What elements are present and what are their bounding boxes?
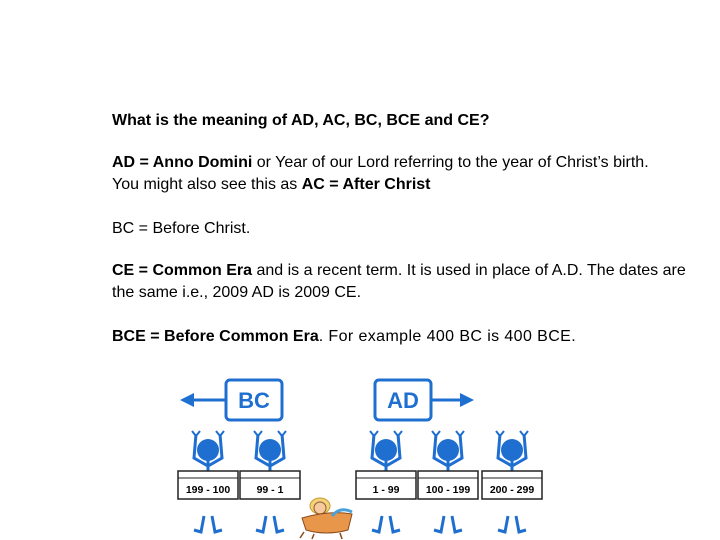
ce-term: CE = Common Era — [112, 262, 253, 279]
sign-2 — [240, 471, 300, 499]
bc-arrow-head — [180, 393, 194, 407]
sign-3-label: 1 - 99 — [372, 484, 400, 496]
ad-label: AD — [387, 388, 419, 413]
ad-term: AD = Anno Domini — [112, 154, 253, 171]
bce-text: . For example 400 BC is 400 BCE. — [318, 328, 577, 345]
bce-definition — [112, 326, 576, 348]
sign-2-label: 99 - 1 — [256, 484, 284, 496]
bc-definition — [112, 218, 250, 240]
bc-term: BC = Before Christ — [112, 220, 246, 237]
sign-4 — [418, 471, 478, 499]
sign-4-label: 100 - 199 — [425, 484, 471, 496]
ad-text: or Year of our Lord referring to the year of Christ’s birth. You might also see this as — [112, 154, 649, 193]
ce-definition — [112, 260, 692, 304]
sign-5-label: 200 - 299 — [489, 484, 535, 496]
ac-term: AC = After Christ — [301, 176, 431, 193]
sign-5 — [482, 471, 542, 499]
sign-3 — [356, 471, 416, 499]
bce-term: BCE = Before Common Era — [112, 328, 319, 345]
bc-text: . — [245, 220, 251, 237]
question-heading: What is the meaning of AD, AC, BC, BCE and CE? — [112, 112, 490, 129]
baby-figure — [300, 498, 352, 539]
ce-text: and is a recent term. It is used in place of A.D. The dates are the same i.e., 2009 AD is 2009 CE. — [112, 262, 686, 301]
ad-definition — [112, 152, 672, 196]
sign-1 — [178, 471, 238, 499]
timeline-diagram — [0, 370, 720, 540]
bc-label: BC — [238, 388, 270, 413]
sign-1-label: 199 - 100 — [185, 484, 231, 496]
ad-arrow-head — [460, 393, 474, 407]
